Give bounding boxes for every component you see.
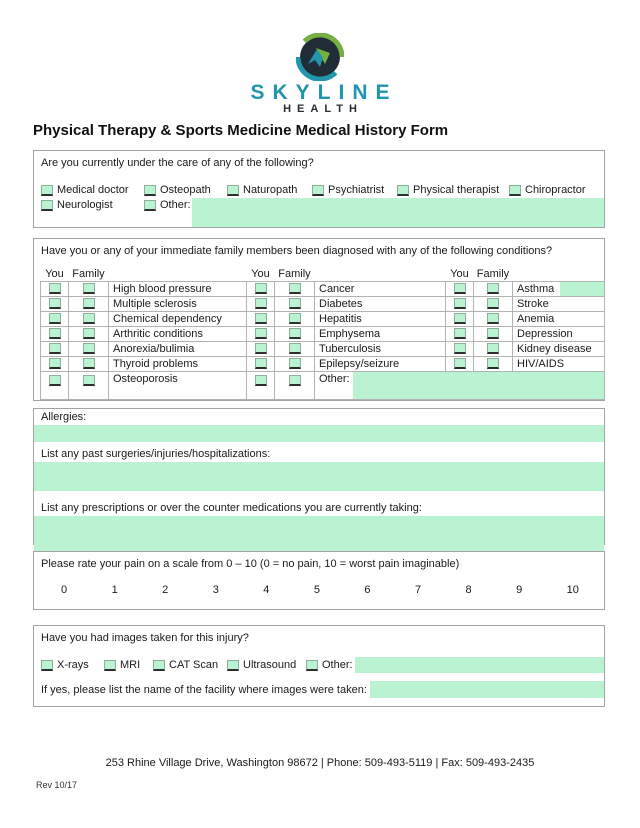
condition-checkbox[interactable] — [289, 358, 301, 369]
checkbox-medical-doctor[interactable] — [41, 185, 53, 196]
condition-label: Diabetes — [315, 297, 446, 312]
conditions-other-input[interactable] — [446, 372, 605, 400]
condition-checkbox[interactable] — [289, 343, 301, 354]
surgeries-input[interactable] — [34, 462, 604, 491]
condition-label: Cancer — [315, 282, 446, 297]
table-row — [41, 327, 605, 342]
col-you: You — [450, 267, 469, 280]
condition-checkbox[interactable] — [289, 313, 301, 324]
footer-address: 253 Rhine Village Drive, Washington 98672 | Phone: 509-493-5119 | Fax: 509-493-2435 — [105, 757, 535, 769]
condition-label: Tuberculosis — [315, 342, 446, 357]
facility-row — [41, 681, 604, 698]
pain-scale — [34, 584, 604, 596]
condition-label: Anorexia/bulimia — [109, 342, 247, 357]
checkbox-neurologist[interactable] — [41, 200, 53, 211]
condition-checkbox[interactable] — [49, 375, 61, 386]
pain-scale-2[interactable]: 2 — [162, 584, 169, 596]
care-other-input[interactable] — [192, 198, 604, 227]
pain-section — [33, 551, 605, 610]
condition-label: Depression — [513, 327, 605, 342]
checkbox-chiropractor[interactable] — [509, 185, 521, 196]
condition-checkbox[interactable] — [49, 358, 61, 369]
table-row — [41, 297, 605, 312]
condition-label: Arthritic conditions — [109, 327, 247, 342]
table-row — [41, 342, 605, 357]
condition-checkbox[interactable] — [487, 358, 499, 369]
condition-checkbox[interactable] — [487, 283, 499, 294]
medications-input[interactable] — [34, 516, 604, 551]
condition-checkbox[interactable] — [83, 343, 95, 354]
page-title: Physical Therapy & Sports Medicine Medical History Form — [33, 122, 449, 139]
condition-checkbox[interactable] — [49, 328, 61, 339]
option-label: CAT Scan — [169, 659, 219, 671]
condition-checkbox[interactable] — [255, 328, 267, 339]
conditions-table — [40, 267, 605, 400]
option-label: Ultrasound — [243, 659, 297, 671]
pain-scale-5[interactable]: 5 — [313, 584, 320, 596]
condition-checkbox[interactable] — [454, 298, 466, 309]
condition-checkbox[interactable] — [49, 283, 61, 294]
checkbox-psychiatrist[interactable] — [312, 185, 324, 196]
col-you: You — [251, 267, 270, 280]
condition-checkbox[interactable] — [255, 375, 267, 386]
table-header-row — [41, 267, 605, 282]
logo-name: SKYLINE — [250, 81, 398, 104]
skyline-logo-icon — [296, 33, 344, 81]
pain-scale-10[interactable]: 10 — [566, 584, 579, 596]
medications-label: List any prescriptions or over the counter medications you are currently taking: — [41, 502, 422, 514]
condition-label: Hepatitis — [315, 312, 446, 327]
condition-checkbox[interactable] — [454, 358, 466, 369]
condition-checkbox[interactable] — [289, 375, 301, 386]
checkbox-physical-therapist[interactable] — [397, 185, 409, 196]
checkbox-ultrasound[interactable] — [227, 660, 239, 671]
checkbox-images-other[interactable] — [306, 660, 318, 671]
condition-checkbox[interactable] — [49, 298, 61, 309]
pain-scale-9[interactable]: 9 — [516, 584, 523, 596]
condition-checkbox[interactable] — [487, 328, 499, 339]
condition-label: Thyroid problems — [109, 357, 247, 372]
condition-checkbox[interactable] — [49, 313, 61, 324]
condition-checkbox[interactable] — [289, 298, 301, 309]
option-label: Neurologist — [57, 199, 113, 211]
surgeries-label: List any past surgeries/injuries/hospitalizations: — [41, 448, 271, 460]
table-row — [41, 282, 605, 297]
condition-checkbox[interactable] — [83, 298, 95, 309]
condition-label: High blood pressure — [109, 282, 247, 297]
condition-checkbox[interactable] — [454, 343, 466, 354]
condition-checkbox[interactable] — [255, 298, 267, 309]
care-section — [33, 150, 605, 228]
facility-label: If yes, please list the name of the facility where images were taken: — [41, 683, 367, 696]
allergies-input[interactable] — [34, 425, 604, 442]
pain-scale-3[interactable]: 3 — [212, 584, 219, 596]
asthma-input[interactable] — [560, 282, 604, 296]
images-section — [33, 625, 605, 707]
condition-label: Emphysema — [315, 327, 446, 342]
checkbox-osteopath[interactable] — [144, 185, 156, 196]
condition-checkbox[interactable] — [454, 283, 466, 294]
facility-input[interactable] — [370, 681, 604, 698]
table-row — [41, 312, 605, 327]
condition-checkbox[interactable] — [255, 283, 267, 294]
condition-checkbox[interactable] — [83, 358, 95, 369]
condition-label: Asthma — [517, 282, 555, 295]
conditions-other-input[interactable] — [353, 372, 445, 399]
pain-scale-4[interactable]: 4 — [263, 584, 270, 596]
col-family: Family — [72, 267, 105, 280]
history-section — [33, 408, 605, 545]
condition-label: Stroke — [513, 297, 605, 312]
option-label: MRI — [120, 659, 141, 671]
condition-label: Epilepsy/seizure — [315, 357, 446, 372]
pain-scale-7[interactable]: 7 — [414, 584, 422, 596]
col-family: Family — [476, 267, 510, 280]
logo-subname: HEALTH — [283, 103, 363, 115]
images-options-row — [41, 657, 604, 673]
condition-label: Multiple sclerosis — [109, 297, 247, 312]
condition-checkbox[interactable] — [487, 298, 499, 309]
col-family: Family — [278, 267, 311, 280]
condition-checkbox[interactable] — [454, 313, 466, 324]
pain-scale-1[interactable]: 1 — [111, 584, 118, 596]
condition-checkbox[interactable] — [454, 328, 466, 339]
pain-scale-0[interactable]: 0 — [61, 584, 68, 596]
conditions-section — [33, 238, 605, 401]
condition-label: Osteoporosis — [109, 372, 247, 400]
option-label: Osteopath — [160, 184, 211, 196]
condition-label: Chemical dependency — [109, 312, 247, 327]
checkbox-naturopath[interactable] — [227, 185, 239, 196]
condition-checkbox[interactable] — [255, 313, 267, 324]
pain-question: Please rate your pain on a scale from 0 – 10 (0 = no pain, 10 = worst pain imaginable) — [41, 558, 460, 570]
condition-checkbox[interactable] — [83, 283, 95, 294]
condition-checkbox[interactable] — [289, 328, 301, 339]
option-label: Physical therapist — [413, 184, 500, 196]
option-label: Other: — [160, 199, 191, 211]
condition-checkbox[interactable] — [255, 343, 267, 354]
images-question: Have you had images taken for this injury? — [41, 632, 249, 644]
checkbox-care-other[interactable] — [144, 200, 156, 211]
table-row — [41, 357, 605, 372]
option-label: Chiropractor — [525, 184, 586, 196]
option-label: Medical doctor — [57, 184, 129, 196]
allergies-label: Allergies: — [41, 411, 87, 423]
checkbox-xrays[interactable] — [41, 660, 53, 671]
condition-checkbox[interactable] — [83, 313, 95, 324]
checkbox-mri[interactable] — [104, 660, 116, 671]
care-question: Are you currently under the care of any of the following? — [41, 157, 314, 169]
revision-label: Rev 10/17 — [36, 780, 78, 790]
condition-checkbox[interactable] — [83, 328, 95, 339]
col-you: You — [45, 267, 64, 280]
condition-checkbox[interactable] — [289, 283, 301, 294]
option-label: Other: — [322, 659, 353, 671]
condition-checkbox[interactable] — [487, 313, 499, 324]
images-other-input[interactable] — [355, 657, 604, 673]
condition-label: Other: — [319, 373, 350, 385]
condition-checkbox[interactable] — [49, 343, 61, 354]
conditions-question: Have you or any of your immediate family members been diagnosed with any of the following conditions? — [41, 245, 553, 257]
condition-checkbox[interactable] — [83, 375, 95, 386]
pain-scale-8[interactable]: 8 — [465, 584, 472, 596]
care-options-row-1 — [41, 183, 604, 197]
condition-label: HIV/AIDS — [513, 357, 605, 372]
option-label: Naturopath — [243, 184, 298, 196]
skyline-health-logo — [0, 33, 640, 115]
condition-label: Kidney disease — [513, 342, 605, 357]
condition-label: Anemia — [513, 312, 605, 327]
option-label: X-rays — [57, 659, 89, 671]
option-label: Psychiatrist — [328, 184, 385, 196]
condition-checkbox[interactable] — [255, 358, 267, 369]
care-options-row-2 — [41, 198, 604, 227]
table-row — [41, 372, 605, 400]
pain-scale-6[interactable]: 6 — [364, 584, 371, 596]
condition-checkbox[interactable] — [487, 343, 499, 354]
checkbox-cat-scan[interactable] — [153, 660, 165, 671]
